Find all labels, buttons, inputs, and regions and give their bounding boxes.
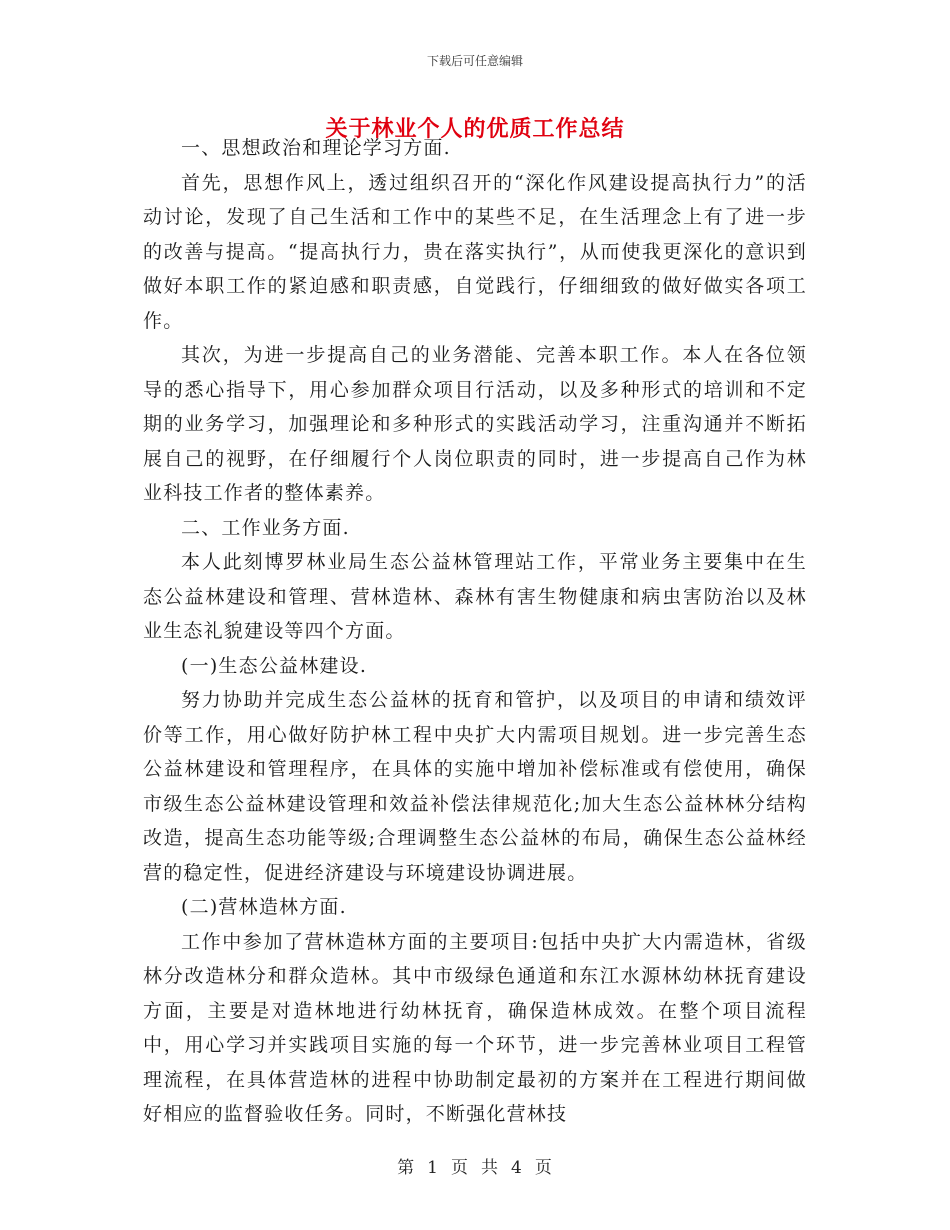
footer-total-pages: 4 (511, 1158, 523, 1178)
page-header-note: 下载后可任意编辑 (426, 54, 523, 68)
subsection-heading-2: (二)营林造林方面. (181, 896, 347, 918)
paragraph-1: 首先，思想作风上，透过组织召开的“深化作风建设提高执行力”的活动讨论，发现了自己生活和工作中的某些不足，在生活理念上有了进一步的改善与提高。“提高执行力，贵在落实执行”，从而使我更深化的意识到做好本职工作的紧迫感和职责感，自觉践行，仔细细致的做好做实各项工作。 (143, 171, 807, 332)
footer-current-page: 1 (427, 1158, 439, 1178)
paragraph-4: 努力协助并完成生态公益林的抚育和管护，以及项目的申请和绩效评价等工作，用心做好防护林工程中央扩大内需项目规划。进一步完善生态公益林建设和管理程序，在具体的实施中增加补偿标准或有偿使用，确保市级生态公益林建设管理和效益补偿法律规范化;加大生态公益林林分结构改造，提高生态功能等级;合理调整生态公益林的布局，确保生态公益林经营的稳定性，促进经济建设与环境建设协调进展。 (143, 689, 807, 884)
paragraph-5: 工作中参加了营林造林方面的主要项目:包括中央扩大内需造林，省级林分改造林分和群众造林。其中市级绿色通道和东江水源林幼林抚育建设方面，主要是对造林地进行幼林抚育，确保造林成效。在整个项目流程中，用心学习并实践项目实施的每一个环节，进一步完善林业项目工程管理流程，在具体营造林的进程中协助制定最初的方案并在工程进行期间做好相应的监督验收任务。同时，不断强化营林技 (143, 930, 807, 1125)
footer-label-gong: 共 (481, 1158, 499, 1178)
page-footer (0, 1153, 950, 1178)
paragraph-2: 其次，为进一步提高自己的业务潜能、完善本职工作。本人在各位领导的悉心指导下，用心参加群众项目行活动，以及多种形式的培训和不定期的业务学习，加强理论和多种形式的实践活动学习，注重沟通并不断拓展自己的视野，在仔细履行个人岗位职责的同时，进一步提高自己作为林业科技工作者的整体素养。 (143, 344, 807, 504)
subsection-heading-1: (一)生态公益林建设. (181, 654, 368, 677)
section-heading-2: 二、工作业务方面. (181, 516, 350, 539)
section-heading-1: 一、思想政治和理论学习方面. (181, 137, 451, 159)
paragraph-3: 本人此刻博罗林业局生态公益林管理站工作，平常业务主要集中在生态公益林建设和管理、营林造林、森林有害生物健康和病虫害防治以及林业生态礼貌建设等四个方面。 (143, 551, 807, 642)
document-body (143, 131, 807, 1132)
footer-label-ye: 页 (451, 1158, 469, 1178)
footer-label-di: 第 (397, 1158, 416, 1178)
footer-label-ye2: 页 (534, 1158, 553, 1178)
document-title: 关于林业个人的优质工作总结 (325, 116, 625, 142)
